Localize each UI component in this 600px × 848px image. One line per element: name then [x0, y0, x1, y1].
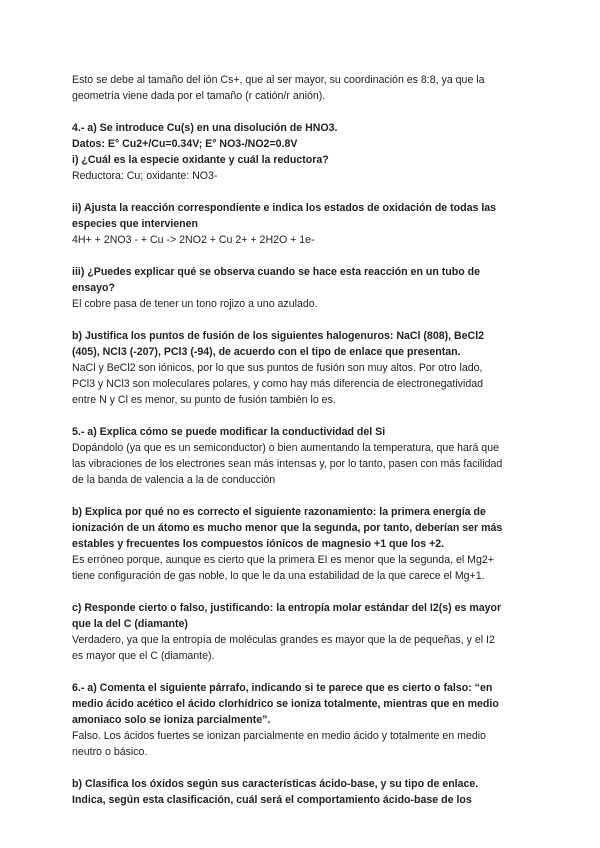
text-line: b) Clasifica los óxidos según sus características ácido-base, y su tipo de enlace.	[72, 778, 479, 790]
text-line: neutro o básico.	[72, 746, 148, 758]
paragraph-gap	[72, 184, 532, 200]
answer-text	[72, 360, 532, 408]
text-line: geometría viene dada por el tamaño (r catión/r anión).	[72, 90, 326, 102]
text-line: ii) Ajusta la reacción correspondiente e indica los estados de oxidación de todas las	[72, 202, 497, 214]
text-line: b) Justifica los puntos de fusión de los siguientes halogenuros: NaCl (808), BeCl2	[72, 330, 485, 342]
text-line: Indica, según esta clasificación, cuál será el comportamiento ácido-base de los	[72, 794, 472, 806]
text-line: Verdadero, ya que la entropía de moléculas grandes es mayor que la de pequeñas, y el I2	[72, 634, 495, 646]
answer-text	[72, 552, 532, 584]
text-line: Dopándolo (ya que es un semiconductor) o bien aumentando la temperatura, que hará que	[72, 442, 499, 454]
text-line: entre N y Cl es menor, su punto de fusión también lo es.	[72, 394, 336, 406]
text-line: medio ácido acético el ácido clorhídrico se ioniza totalmente, mientras que en medio	[72, 698, 499, 710]
text-line: El cobre pasa de tener un tono rojizo a uno azulado.	[72, 298, 318, 310]
answer-text	[72, 232, 532, 248]
paragraph-gap	[72, 312, 532, 328]
paragraph-gap	[72, 664, 532, 680]
text-line: ensayo?	[72, 282, 115, 294]
text-line: Es erróneo porque, aunque es cierto que la primera EI es menor que la segunda, el Mg2+	[72, 554, 494, 566]
text-line: c) Responde cierto o falso, justificando: la entropía molar estándar del I2(s) es mayor	[72, 602, 502, 614]
question-text	[72, 600, 532, 632]
text-line: i) ¿Cuál es la especie oxidante y cuál la reductora?	[72, 154, 329, 166]
text-line: especies que intervienen	[72, 218, 199, 230]
answer-text	[72, 632, 532, 664]
question-text	[72, 120, 532, 168]
question-text	[72, 424, 532, 440]
question-text	[72, 264, 532, 296]
answer-text	[72, 728, 532, 760]
text-line: 6.- a) Comenta el siguiente párrafo, indicando si te parece que es cierto o falso: “en	[72, 682, 493, 694]
text-line: Reductora: Cu; oxidante: NO3-	[72, 170, 218, 182]
text-line: 5.- a) Explica cómo se puede modificar la conductividad del Si	[72, 426, 386, 438]
question-text	[72, 328, 532, 360]
text-line: estables y frecuentes los compuestos iónicos de magnesio +1 que los +2.	[72, 538, 445, 550]
text-line: NaCl y BeCl2 son iónicos, por lo que sus puntos de fusión son muy altos. Por otro lado,	[72, 362, 483, 374]
text-line: 4.- a) Se introduce Cu(s) en una disolución de HNO3.	[72, 122, 338, 134]
question-text	[72, 680, 532, 728]
text-line: las vibraciones de los electrones sean más intensas y, por lo tanto, pasen con más facilidad	[72, 458, 503, 470]
answer-text	[72, 296, 532, 312]
text-line: Esto se debe al tamaño del ión Cs+, que al ser mayor, su coordinación es 8:8, ya que la	[72, 74, 485, 86]
text-line: amoniaco solo se ioniza parcialmente”.	[72, 714, 271, 726]
question-text	[72, 776, 532, 808]
text-line: 4H+ + 2NO3 - + Cu -> 2NO2 + Cu 2+ + 2H2O + 1e-	[72, 234, 315, 246]
text-line: b) Explica por qué no es correcto el siguiente razonamiento: la primera energía de	[72, 506, 486, 518]
answer-text	[72, 72, 532, 104]
answer-text	[72, 440, 532, 488]
text-line: iii) ¿Puedes explicar qué se observa cuando se hace esta reacción en un tubo de	[72, 266, 480, 278]
paragraph-gap	[72, 584, 532, 600]
question-text	[72, 504, 532, 552]
text-line: que la del C (diamante)	[72, 618, 188, 630]
text-line: Falso. Los ácidos fuertes se ionizan parcialmente en medio ácido y totalmente en medio	[72, 730, 486, 742]
text-line: ionización de un átomo es mucho menor que la segunda, por tanto, deberían ser más	[72, 522, 503, 534]
paragraph-gap	[72, 248, 532, 264]
paragraph-gap	[72, 408, 532, 424]
document-page	[72, 72, 532, 808]
text-line: de la banda de valencia a la de conducción	[72, 474, 276, 486]
text-line: (405), NCl3 (-207), PCl3 (-94), de acuerdo con el tipo de enlace que presentan.	[72, 346, 461, 358]
paragraph-gap	[72, 104, 532, 120]
paragraph-gap	[72, 488, 532, 504]
text-line: Datos: E° Cu2+/Cu=0.34V; E° NO3-/NO2=0.8V	[72, 138, 298, 150]
text-line: PCl3 y NCl3 son moleculares polares, y como hay más diferencia de electronegatividad	[72, 378, 484, 390]
paragraph-gap	[72, 760, 532, 776]
text-line: es mayor que el C (diamante).	[72, 650, 215, 662]
question-text	[72, 200, 532, 232]
answer-text	[72, 168, 532, 184]
text-line: tiene configuración de gas noble, lo que le da una estabilidad de la que carece el Mg+1.	[72, 570, 485, 582]
